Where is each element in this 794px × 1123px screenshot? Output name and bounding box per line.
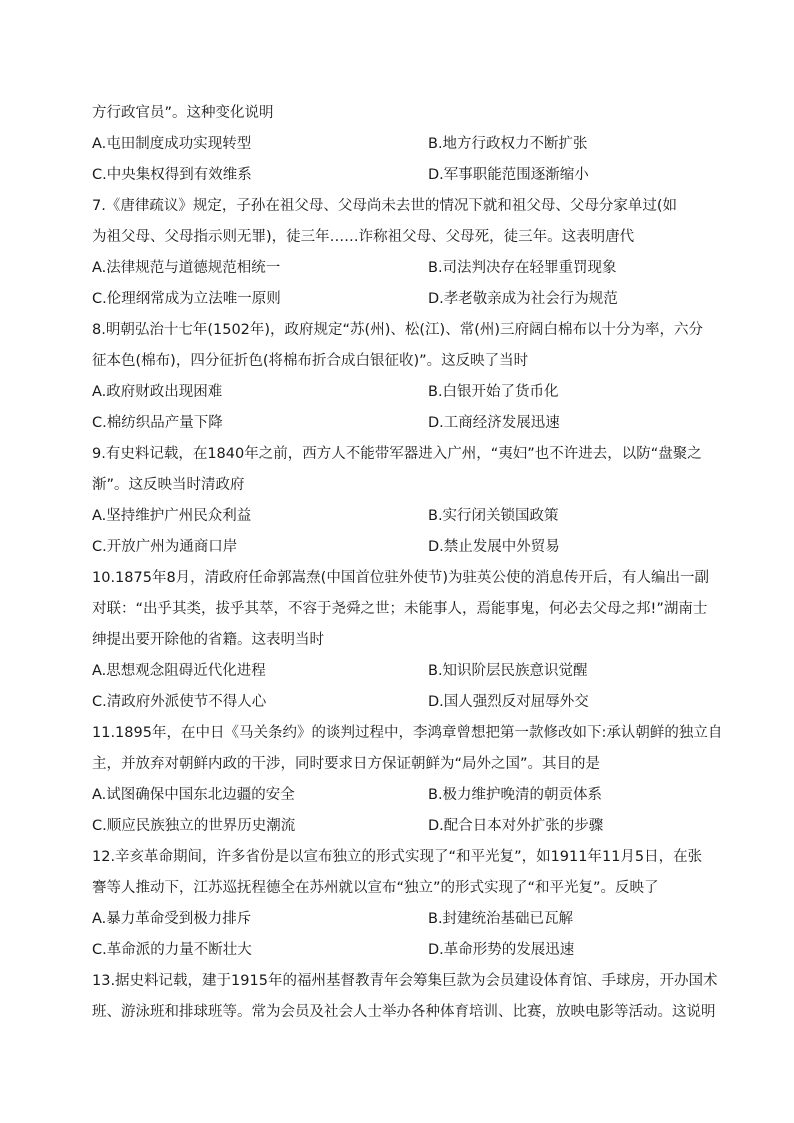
option-left: C.开放广州为通商口岸 [92, 539, 238, 555]
answer-options-row [92, 687, 712, 718]
text-line: 7.《唐律疏议》规定，子孙在祖父母、父母尚未去世的情况下就和祖父母、父母分家单过(如 [92, 198, 677, 214]
option-left: A.屯田制度成功实现转型 [92, 136, 252, 152]
option-right: B.司法判决存在轻罪重罚现象 [428, 260, 617, 276]
option-left: C.棉纺织品产量下降 [92, 415, 223, 431]
text-line: 绅提出要开除他的省籍。这表明当时 [92, 632, 324, 648]
option-left: A.思想观念阻碍近代化进程 [92, 663, 266, 679]
option-right: D.孝老敬亲成为社会行为规范 [428, 291, 618, 307]
text-line: 8.明朝弘治十七年(1502年)，政府规定“苏(州)、松(江)、常(州)三府阔白棉布以十分为率，六分 [92, 322, 704, 338]
answer-options-row [92, 284, 712, 315]
option-right: D.禁止发展中外贸易 [428, 539, 560, 555]
option-left: C.清政府外派使节不得人心 [92, 694, 267, 710]
answer-options-row [92, 811, 712, 842]
answer-options-row [92, 253, 712, 284]
option-right: B.极力维护晚清的朝贡体系 [428, 787, 603, 803]
answer-options-row [92, 656, 712, 687]
option-left: C.革命派的力量不断壮大 [92, 942, 252, 958]
option-right: B.封建统治基础已瓦解 [428, 911, 574, 927]
answer-options-row [92, 904, 712, 935]
answer-options-row [92, 408, 712, 439]
text-line: 主，并放弃对朝鲜内政的干涉，同时要求日方保证朝鲜为“局外之国”。其目的是 [92, 756, 601, 772]
answer-options-row [92, 780, 712, 811]
answer-options-row [92, 935, 712, 966]
text-line: 方行政官员”。这种变化说明 [92, 105, 274, 121]
text-line: 对联：“出乎其类，拔乎其萃，不容于尧舜之世；未能事人，焉能事鬼，何必去父母之邦!”湖南士 [92, 601, 708, 617]
option-left: A.试图确保中国东北边疆的安全 [92, 787, 295, 803]
answer-options-row [92, 532, 712, 563]
option-right: D.国人强烈反对屈辱外交 [428, 694, 589, 710]
text-line: 渐”。这反映当时清政府 [92, 477, 245, 493]
option-right: D.配合日本对外扩张的步骤 [428, 818, 604, 834]
option-left: C.中央集权得到有效维系 [92, 167, 252, 183]
answer-options-row [92, 129, 712, 160]
option-left: C.伦理纲常成为立法唯一原则 [92, 291, 281, 307]
option-right: D.工商经济发展迅速 [428, 415, 560, 431]
text-line: 班、游泳班和排球班等。常为会员及社会人士举办各种体育培训、比赛，放映电影等活动。这说明 [92, 1004, 716, 1020]
option-left: C.顺应民族独立的世界历史潮流 [92, 818, 296, 834]
option-right: B.地方行政权力不断扩张 [428, 136, 588, 152]
option-left: A.政府财政出现困难 [92, 384, 223, 400]
text-line: 12.辛亥革命期间，许多省份是以宣布独立的形式实现了“和平光复”，如1911年11月5日，在张 [92, 849, 703, 865]
text-line: 征本色(棉布)，四分征折色(将棉布折合成白银征收)”。这反映了当时 [92, 353, 529, 369]
option-left: A.法律规范与道德规范相统一 [92, 260, 281, 276]
text-line: 为祖父母、父母指示则无罪)，徒三年……诈称祖父母、父母死，徒三年。这表明唐代 [92, 229, 635, 245]
text-line: 11.1895年，在中日《马关条约》的谈判过程中，李鸿章曾想把第一款修改如下:承认朝鲜的独立自 [92, 725, 723, 741]
answer-options-row [92, 377, 712, 408]
option-right: B.实行闭关锁国政策 [428, 508, 559, 524]
option-right: B.知识阶层民族意识觉醒 [428, 663, 588, 679]
option-right: D.军事职能范围逐渐缩小 [428, 167, 589, 183]
document-page [92, 98, 723, 1028]
text-line: 9.有史料记载，在1840年之前，西方人不能带军器进入广州，“夷妇”也不许进去，以防“盘聚之 [92, 446, 702, 462]
text-line: 13.据史料记载，建于1915年的福州基督教青年会筹集巨款为会员建设体育馆、手球房，开办国术 [92, 973, 718, 989]
option-left: A.坚持维护广州民众利益 [92, 508, 252, 524]
answer-options-row [92, 160, 712, 191]
answer-options-row [92, 501, 712, 532]
option-right: D.革命形势的发展迅速 [428, 942, 575, 958]
text-line: 謇等人推动下，江苏巡抚程德全在苏州就以宣布“独立”的形式实现了“和平光复”。反映了 [92, 880, 659, 896]
text-line: 10.1875年8月，清政府任命郭嵩焘(中国首位驻外使节)为驻英公使的消息传开后，有人编出一副 [92, 570, 709, 586]
option-left: A.暴力革命受到极力排斥 [92, 911, 252, 927]
option-right: B.白银开始了货币化 [428, 384, 559, 400]
